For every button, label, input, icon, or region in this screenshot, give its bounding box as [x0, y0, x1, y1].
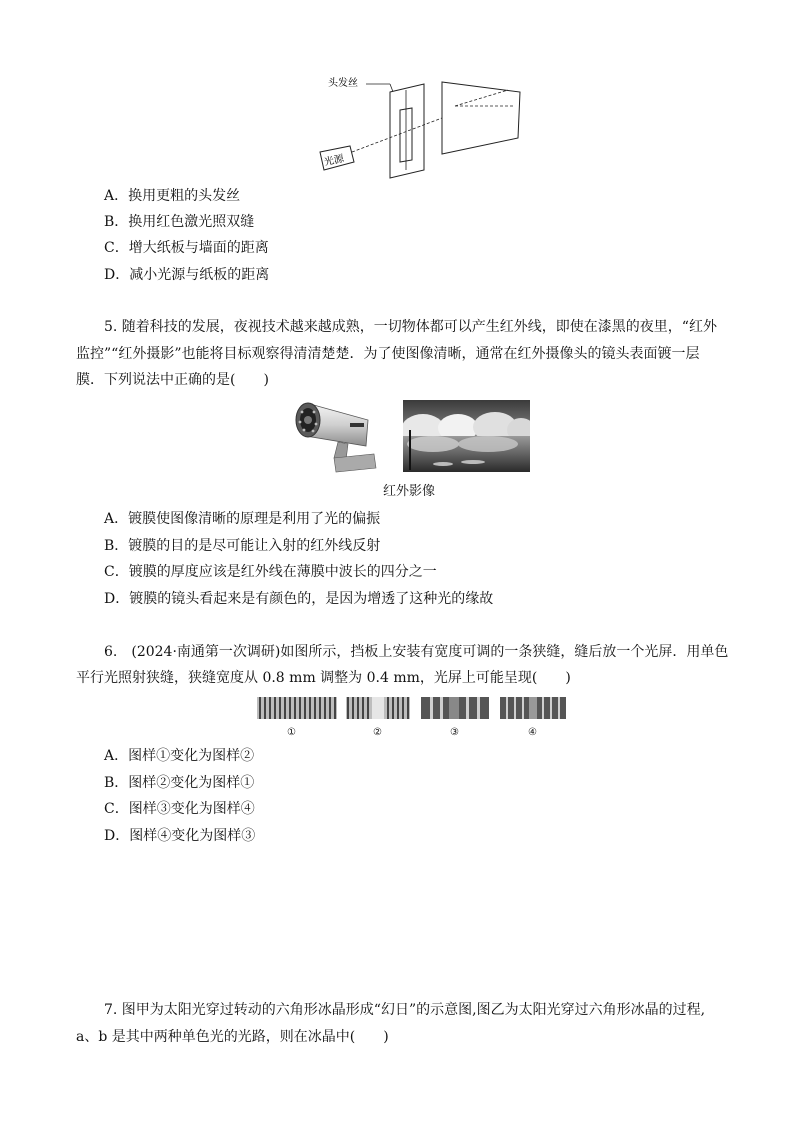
q7-stem-line2: a、b 是其中两种单色光的光路，则在冰晶中( ): [76, 1029, 389, 1045]
pattern-2: [346, 697, 410, 719]
q6-stem-line1: 6. (2024·南通第一次调研)如图所示，挡板上安装有宽度可调的一条狭缝，缝后放一个光屏．用单色: [104, 644, 729, 660]
pattern-3: [421, 697, 489, 719]
q5-option-d: D．镀膜的镜头看起来是有颜色的，是因为增透了这种光的缘故: [104, 591, 494, 607]
q5-stem-line2: 监控”“红外摄影”也能将目标观察得清清楚楚．为了使图像清晰，通常在红外摄像头的镜头表面镀一层: [76, 346, 700, 362]
q6-option-c: C．图样③变化为图样④: [104, 801, 255, 817]
infrared-landscape-image: [403, 400, 530, 472]
q5-option-a: A．镀膜使图像清晰的原理是利用了光的偏振: [104, 511, 381, 527]
q4-option-b: B．换用红色激光照双缝: [104, 214, 255, 230]
pattern-label-4: ④: [528, 727, 537, 738]
pattern-4: [500, 697, 566, 719]
light-source-label: 光源: [323, 153, 346, 169]
q5-option-c: C．镀膜的厚度应该是红外线在薄膜中波长的四分之一: [104, 564, 437, 580]
q4-option-a: A．换用更粗的头发丝: [104, 188, 241, 204]
infrared-camera-image: [286, 398, 386, 474]
q6-option-b: B．图样②变化为图样①: [104, 775, 255, 791]
q4-option-c: C．增大纸板与墙面的距离: [104, 240, 269, 256]
q6-stem-line2: 平行光照射狭缝，狭缝宽度从 0.8 mm 调整为 0.4 mm，光屏上可能呈现( ): [76, 670, 571, 686]
pattern-label-2: ②: [373, 727, 382, 738]
q4-option-d: D．减小光源与纸板的距离: [104, 267, 270, 283]
q5-stem-line1: 5. 随着科技的发展，夜视技术越来越成熟，一切物体都可以产生红外线，即使在漆黑的夜里，“红外: [104, 319, 717, 335]
q5-stem-line3: 膜．下列说法中正确的是( ): [76, 372, 269, 388]
wall-screen: [442, 82, 520, 154]
pattern-label-1: ①: [287, 727, 296, 738]
q7-stem-line1: 7. 图甲为太阳光穿过转动的六角形冰晶形成“幻日”的示意图,图乙为太阳光穿过六角形冰晶的过程,: [104, 1002, 706, 1018]
double-slit-diagram: [290, 70, 530, 180]
hair-label: 头发丝: [328, 78, 358, 89]
q6-option-d: D．图样④变化为图样③: [104, 828, 256, 844]
q6-option-a: A．图样①变化为图样②: [104, 748, 255, 764]
q5-figure-caption: 红外影像: [383, 484, 436, 499]
q5-option-b: B．镀膜的目的是尽可能让入射的红外线反射: [104, 538, 381, 554]
pattern-1: [257, 697, 337, 719]
pattern-label-3: ③: [450, 727, 459, 738]
